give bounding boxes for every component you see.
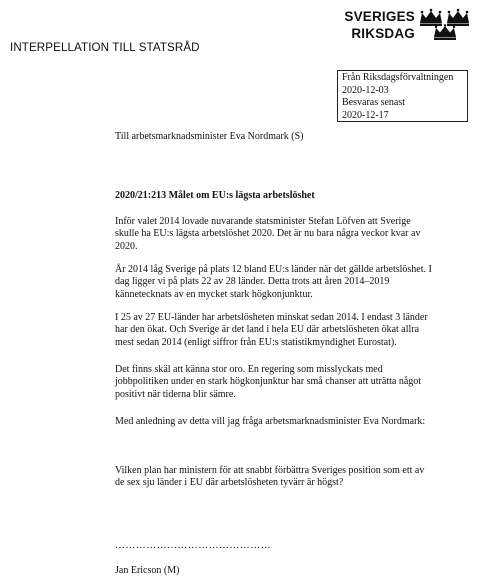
text-line: mest sedan 2014 (enligt siffror från EU:s statistikmyndighet Eurostat). — [115, 336, 397, 348]
riksdag-logo — [335, 7, 470, 45]
text-line: 2020. — [115, 240, 138, 252]
info-from: Från Riksdagsförvaltningen — [342, 72, 454, 83]
paragraph-1 — [115, 216, 465, 253]
text-line: positivt när tiderna blir sämre. — [115, 388, 236, 400]
crown-icon — [420, 9, 442, 26]
signature-line: ……………………………………… — [115, 540, 271, 551]
info-date: 2020-12-03 — [342, 84, 389, 96]
crown-icon — [447, 9, 469, 26]
interpellation-title: 2020/21:213 Målet om EU:s lägsta arbetslöshet — [115, 190, 315, 201]
info-box — [337, 70, 468, 122]
logo-text-sveriges: SVERIGES — [344, 9, 415, 24]
info-answer-date: 2020-12-17 — [342, 109, 389, 121]
logo-text-riksdag: RIKSDAG — [351, 26, 415, 41]
paragraph-4 — [115, 364, 465, 401]
question-paragraph — [115, 465, 465, 490]
text-line: År 2014 låg Sverige på plats 12 bland EU:s länder när det gällde arbetslöshet. I — [115, 264, 432, 275]
crown-icon — [434, 24, 456, 40]
text-line: de sex sju länder i EU där arbetslösheten tyvärr är högst? — [115, 477, 344, 489]
signature-name: Jan Ericson (M) — [115, 565, 180, 576]
addressee: Till arbetsmarknadsminister Eva Nordmark (S) — [115, 131, 304, 142]
paragraph-5 — [115, 416, 465, 428]
text-line: I 25 av 27 EU-länder har arbetslösheten minskat sedan 2014. I endast 3 länder — [115, 312, 428, 323]
text-line: kännetecknats av en mycket stark högkonjunktur. — [115, 288, 313, 300]
paragraph-3 — [115, 312, 465, 349]
paragraph-2 — [115, 264, 465, 301]
text-line: dag ligger vi på plats 22 av 28 länder. Detta trots att åren 2014–2019 — [115, 276, 390, 288]
text-line: jobbpolitiken under en stark högkonjunktur har små chanser att uträtta något — [115, 376, 422, 388]
text-line: Inför valet 2014 lovade nuvarande statsminister Stefan Löfven att Sverige — [115, 216, 411, 227]
info-answer-label: Besvaras senast — [342, 97, 406, 108]
three-crowns-icon — [419, 8, 471, 42]
text-line: Det finns skäl att känna stor oro. En regering som misslyckats med — [115, 364, 383, 375]
text-line: Med anledning av detta vill jag fråga arbetsmarknadsminister Eva Nordmark: — [115, 416, 426, 427]
text-line: Vilken plan har ministern för att snabbt förbättra Sveriges position som ett av — [115, 465, 425, 476]
text-line: skulle ha EU:s lägsta arbetslöshet 2020. Det är nu bara några veckor kvar av — [115, 228, 421, 240]
document-type-heading: INTERPELLATION TILL STATSRÅD — [10, 41, 200, 54]
text-line: har den ökat. Och Sverige är det land i hela EU där arbetslösheten ökat allra — [115, 324, 420, 336]
